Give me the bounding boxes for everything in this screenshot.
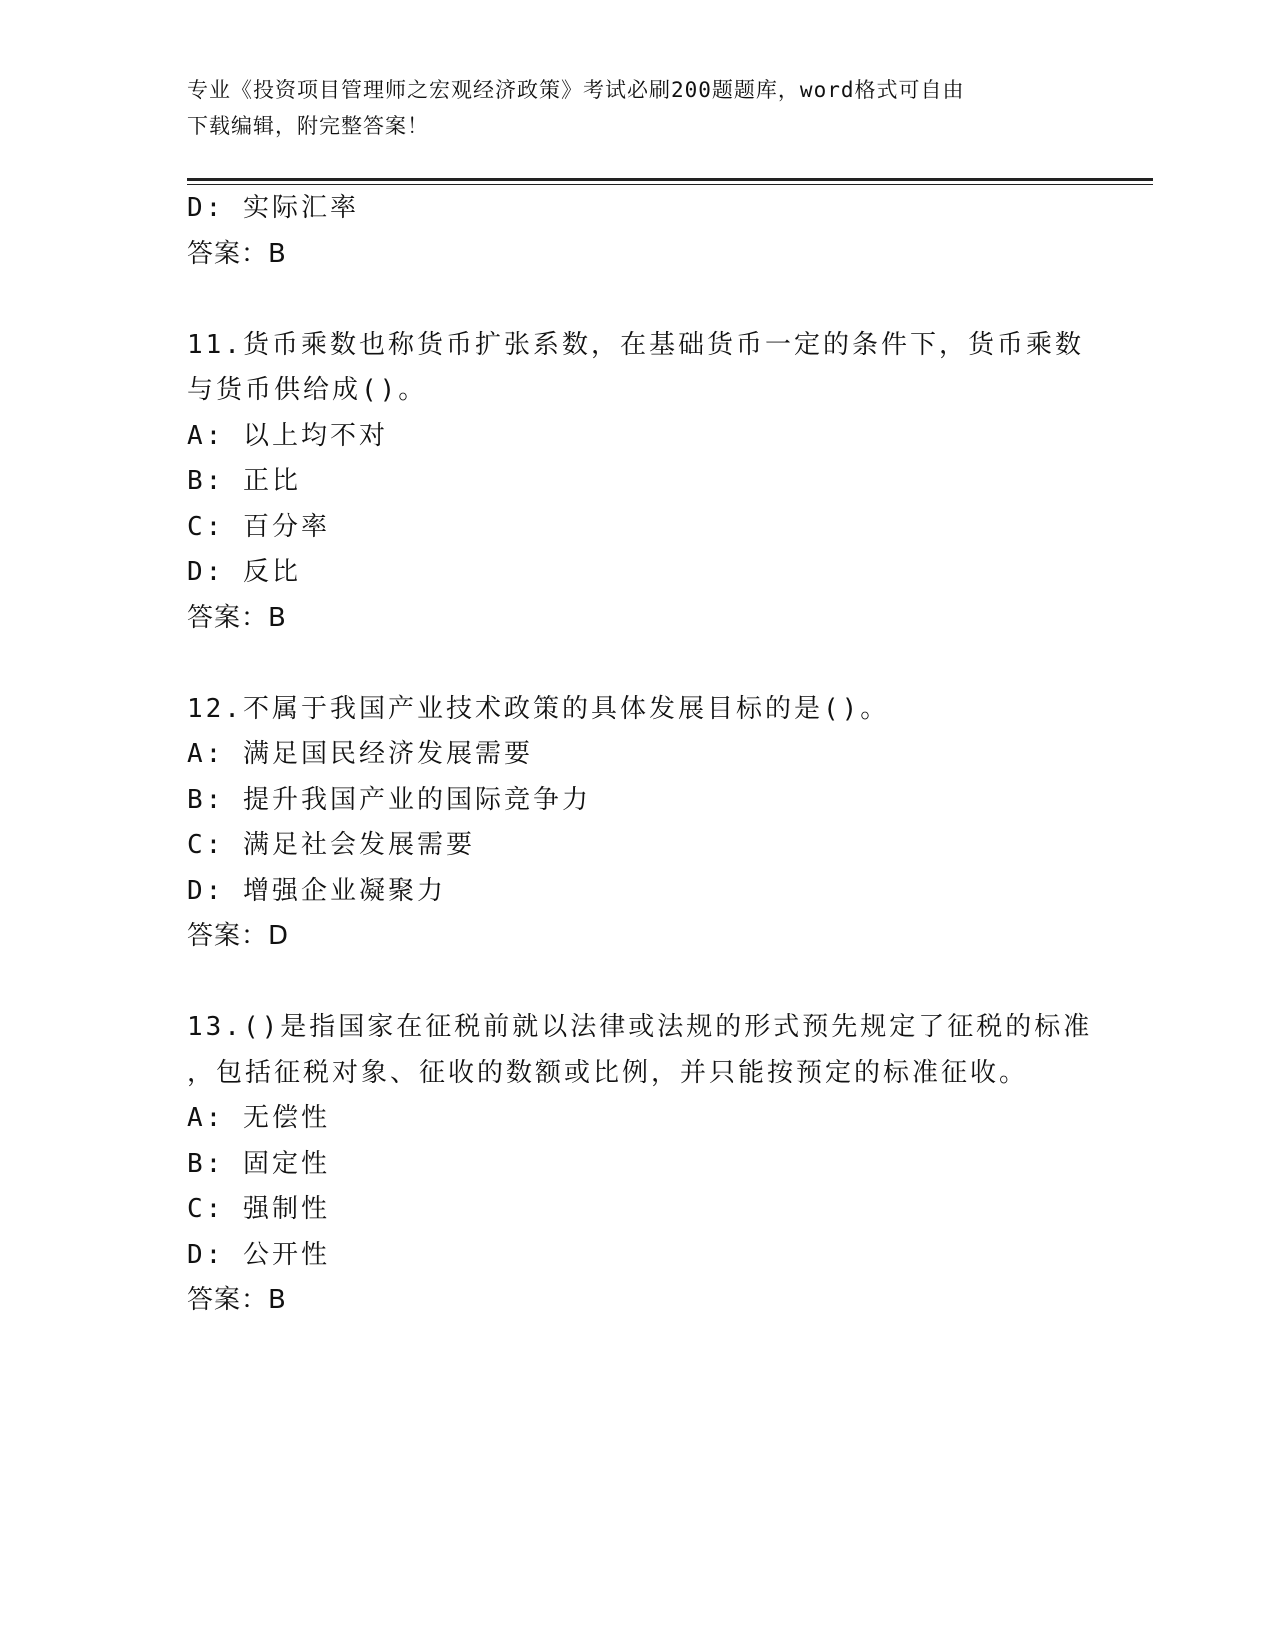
header-line-1: 专业《投资项目管理师之宏观经济政策》考试必刷200题题库，word格式可自由 <box>187 78 965 102</box>
header-line-2: 下载编辑，附完整答案！ <box>187 114 429 138</box>
option-a: A: 以上均不对 <box>187 420 388 451</box>
option-b: B: 固定性 <box>187 1148 330 1179</box>
option-c: C: 百分率 <box>187 511 330 542</box>
option-b: B: 提升我国产业的国际竞争力 <box>187 784 591 815</box>
option-b: B: 正比 <box>187 466 301 496</box>
spacer <box>187 277 1087 323</box>
option-c: C: 强制性 <box>187 1194 330 1224</box>
question-list <box>187 186 1093 1324</box>
option-a: A: 无偿性 <box>187 1103 330 1133</box>
option-d: D: 公开性 <box>187 1239 330 1270</box>
question-stem: 13.()是指国家在征税前就以法律或法规的形式预先规定了征税的标准 <box>187 1012 1093 1042</box>
option-d: D: 增强企业凝聚力 <box>187 875 446 906</box>
question-stem: 11.货币乘数也称货币扩张系数，在基础货币一定的条件下，货币乘数 <box>187 329 1084 360</box>
question-13 <box>187 1005 1093 1324</box>
answer: 答案：D <box>187 921 290 951</box>
spacer <box>187 641 1087 687</box>
header-divider-thick <box>187 178 1153 181</box>
spacer <box>187 960 1087 1006</box>
option-d: D: 反比 <box>187 557 301 587</box>
answer: 答案：B <box>187 602 287 633</box>
prev-question-option-d: D: 实际汇率 <box>187 193 359 223</box>
question-stem-continued: 与货币供给成()。 <box>187 375 428 405</box>
answer: 答案：B <box>187 1285 287 1315</box>
question-12 <box>187 687 1087 960</box>
document-header <box>187 72 1087 144</box>
question-stem: 12.不属于我国产业技术政策的具体发展目标的是()。 <box>187 693 890 724</box>
question-11 <box>187 323 1087 642</box>
option-c: C: 满足社会发展需要 <box>187 830 475 860</box>
prev-question-answer: 答案：B <box>187 238 287 269</box>
option-a: A: 满足国民经济发展需要 <box>187 739 533 769</box>
question-stem-continued: ，包括征税对象、征收的数额或比例，并只能按预定的标准征收。 <box>187 1057 1029 1088</box>
header-divider-thin <box>187 184 1153 185</box>
